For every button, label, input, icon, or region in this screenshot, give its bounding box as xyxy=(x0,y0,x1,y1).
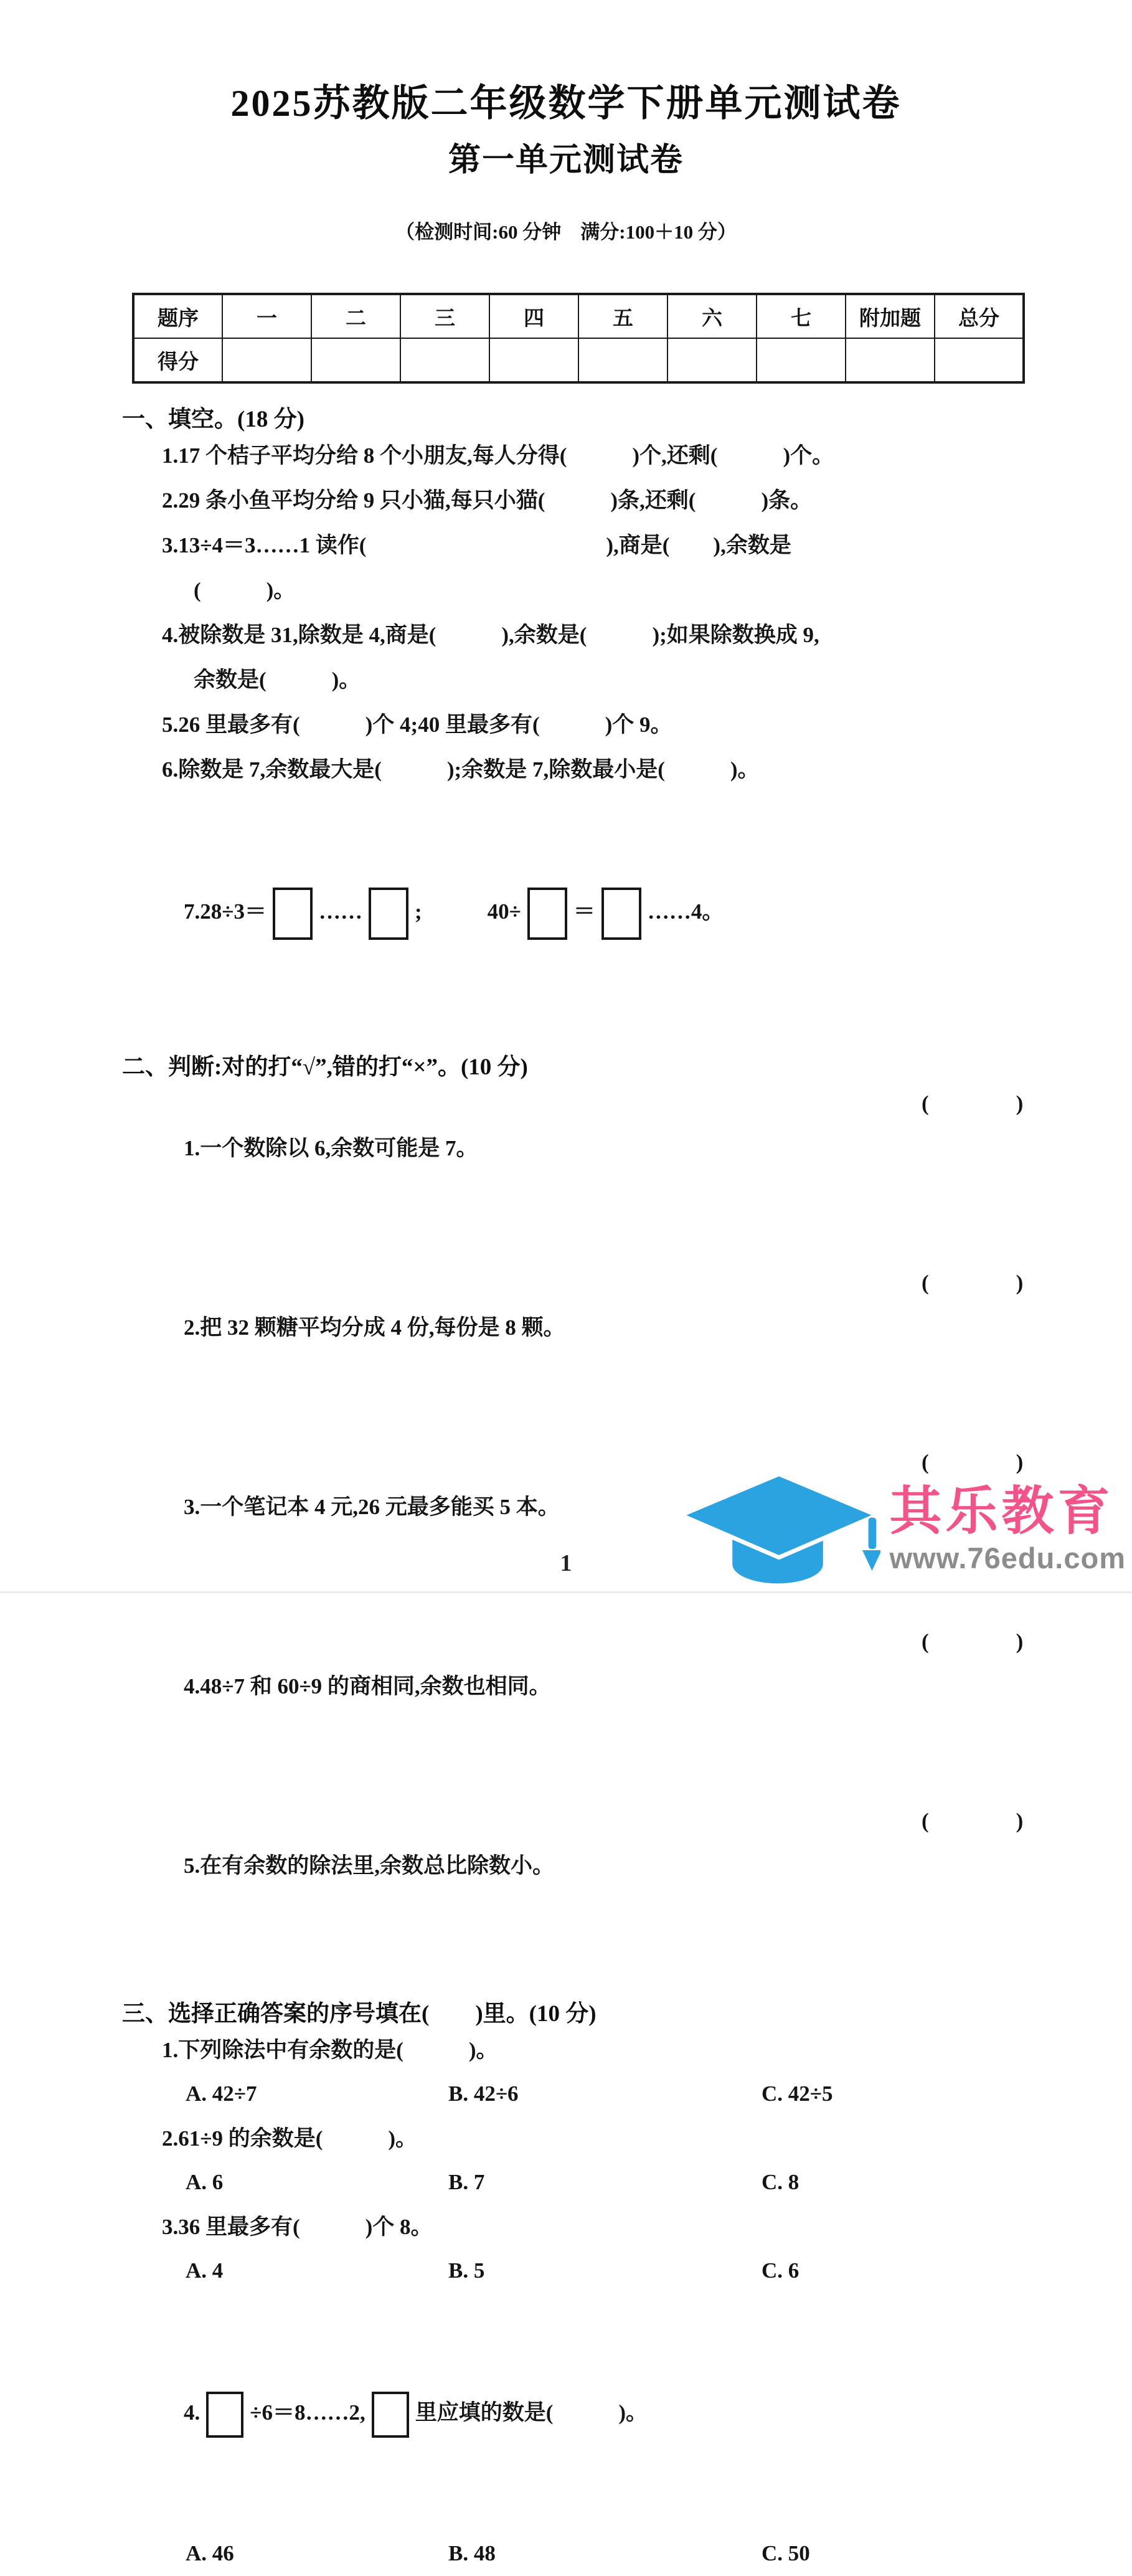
choice-q4-text: ÷6＝8……2, xyxy=(250,2400,366,2425)
option-c: C. 50 xyxy=(762,2541,810,2565)
score-col-7: 七 xyxy=(757,294,846,338)
judge-item-text: 2.把 32 颗糖平均分成 4 份,每份是 8 颗。 xyxy=(184,1315,565,1340)
choice-q3-stem: 3.36 里最多有( )个 8。 xyxy=(162,2215,433,2239)
paper-title: 2025苏教版二年级数学下册单元测试卷 xyxy=(230,83,902,124)
judge-item-text: 4.48÷7 和 60÷9 的商相同,余数也相同。 xyxy=(184,1674,551,1698)
fill-q3-line2: ( )。 xyxy=(194,578,296,602)
score-table-score-row xyxy=(133,338,1024,382)
brand-name: 其乐教育 xyxy=(889,1481,1114,1540)
score-cell[interactable] xyxy=(489,338,578,382)
choice-q4-text: 里应填的数是( )。 xyxy=(415,2400,648,2425)
option-b: B. 5 xyxy=(448,2258,485,2283)
score-col-3: 三 xyxy=(400,294,489,338)
section-choice-heading: 三、选择正确答案的序号填在( )里。(10 分) xyxy=(122,2001,597,2027)
choice-q3-options xyxy=(0,2250,1132,2293)
option-c: C. 8 xyxy=(762,2170,799,2194)
score-col-bonus: 附加题 xyxy=(846,294,935,338)
brand-logo xyxy=(675,1469,1132,1591)
score-col-5: 五 xyxy=(578,294,667,338)
score-table-header-row xyxy=(133,294,1024,338)
score-cell[interactable] xyxy=(935,338,1024,382)
fill-q7-text: ; 40÷ xyxy=(414,899,521,924)
score-cell[interactable] xyxy=(667,338,757,382)
score-table xyxy=(132,293,1025,384)
judge-answer-slot[interactable]: ( ) xyxy=(922,1091,1024,1115)
choice-q4-options xyxy=(0,2532,1132,2576)
score-col-4: 四 xyxy=(489,294,578,338)
judge-item-text: 1.一个数除以 6,余数可能是 7。 xyxy=(184,1136,478,1160)
judge-answer-slot[interactable]: ( ) xyxy=(922,1271,1024,1295)
choice-q1-stem: 1.下列除法中有余数的是( )。 xyxy=(162,2038,498,2062)
answer-box[interactable] xyxy=(273,888,313,940)
graduation-cap-icon xyxy=(675,1469,880,1591)
brand-url: www.76edu.com xyxy=(889,1541,1126,1574)
page-number: 1 xyxy=(560,1550,572,1576)
judge-item-text: 5.在有余数的除法里,余数总比除数小。 xyxy=(184,1854,555,1878)
fill-q7-text: 7.28÷3＝ xyxy=(184,899,266,924)
choice-q4-text: 4. xyxy=(184,2400,200,2425)
option-a: A. 6 xyxy=(186,2170,224,2194)
answer-box[interactable] xyxy=(372,2392,409,2438)
option-b: B. 7 xyxy=(448,2170,485,2194)
choice-q4-stem xyxy=(162,2293,1057,2532)
fill-q7-text: ＝ xyxy=(573,899,595,924)
fill-q2: 2.29 条小鱼平均分给 9 只小猫,每只小猫( )条,还剩( )条。 xyxy=(162,488,813,513)
score-cell[interactable] xyxy=(222,338,311,382)
choice-q1-options xyxy=(0,2073,1132,2116)
fill-q5: 5.26 里最多有( )个 4;40 里最多有( )个 9。 xyxy=(162,713,672,737)
fill-q4-line1: 4.被除数是 31,除数是 4,商是( ),余数是( );如果除数换成 9, xyxy=(162,623,819,647)
answer-box[interactable] xyxy=(601,888,641,940)
bottom-divider xyxy=(0,1591,1132,1593)
judge-item xyxy=(162,1799,1132,1978)
option-b: B. 42÷6 xyxy=(448,2081,519,2106)
option-a: A. 46 xyxy=(186,2541,234,2565)
fill-q4-line2: 余数是( )。 xyxy=(194,668,361,692)
score-cell[interactable] xyxy=(757,338,846,382)
score-col-total: 总分 xyxy=(935,294,1024,338)
judge-answer-slot[interactable]: ( ) xyxy=(922,1809,1024,1833)
answer-box[interactable] xyxy=(206,2392,243,2438)
judge-item xyxy=(162,1261,1132,1440)
judge-item-text: 3.一个笔记本 4 元,26 元最多能买 5 本。 xyxy=(184,1495,560,1519)
fill-q1: 1.17 个桔子平均分给 8 个小朋友,每人分得( )个,还剩( )个。 xyxy=(162,443,834,468)
judge-answer-slot[interactable]: ( ) xyxy=(922,1629,1024,1654)
score-col-6: 六 xyxy=(667,294,757,338)
fill-q7-text: …… xyxy=(318,899,362,924)
option-c: C. 6 xyxy=(762,2258,799,2283)
option-b: B. 48 xyxy=(448,2541,496,2565)
score-cell[interactable] xyxy=(846,338,935,382)
answer-box[interactable] xyxy=(369,888,408,940)
fill-q7-text: ……4。 xyxy=(647,899,724,924)
score-row-label: 得分 xyxy=(133,338,222,382)
judge-answer-slot[interactable]: ( ) xyxy=(922,1450,1024,1474)
score-cell[interactable] xyxy=(311,338,400,382)
score-col-1: 一 xyxy=(222,294,311,338)
exam-info: （检测时间:60 分钟 满分:100＋10 分） xyxy=(395,221,737,243)
option-a: A. 42÷7 xyxy=(186,2081,257,2106)
score-cell[interactable] xyxy=(578,338,667,382)
brand-text xyxy=(889,1481,1132,1575)
unit-title: 第一单元测试卷 xyxy=(448,143,684,178)
fill-q7 xyxy=(162,792,1057,1031)
answer-box[interactable] xyxy=(527,888,567,940)
judge-item xyxy=(162,1081,1132,1261)
option-c: C. 42÷5 xyxy=(762,2081,833,2106)
option-a: A. 4 xyxy=(186,2258,224,2283)
fill-q6: 6.除数是 7,余数最大是( );余数是 7,除数最小是( )。 xyxy=(162,757,760,782)
choice-q2-options xyxy=(0,2161,1132,2205)
judge-item xyxy=(162,1619,1132,1799)
fill-q3-line1: 3.13÷4＝3……1 读作( ),商是( ),余数是 xyxy=(162,533,791,557)
section-judge-heading: 二、判断:对的打“√”,错的打“×”。(10 分) xyxy=(122,1054,528,1080)
choice-q2-stem: 2.61÷9 的余数是( )。 xyxy=(162,2126,418,2151)
score-cell[interactable] xyxy=(400,338,489,382)
section-fill-heading: 一、填空。(18 分) xyxy=(122,407,304,432)
score-col-2: 二 xyxy=(311,294,400,338)
score-col-label: 题序 xyxy=(133,294,222,338)
